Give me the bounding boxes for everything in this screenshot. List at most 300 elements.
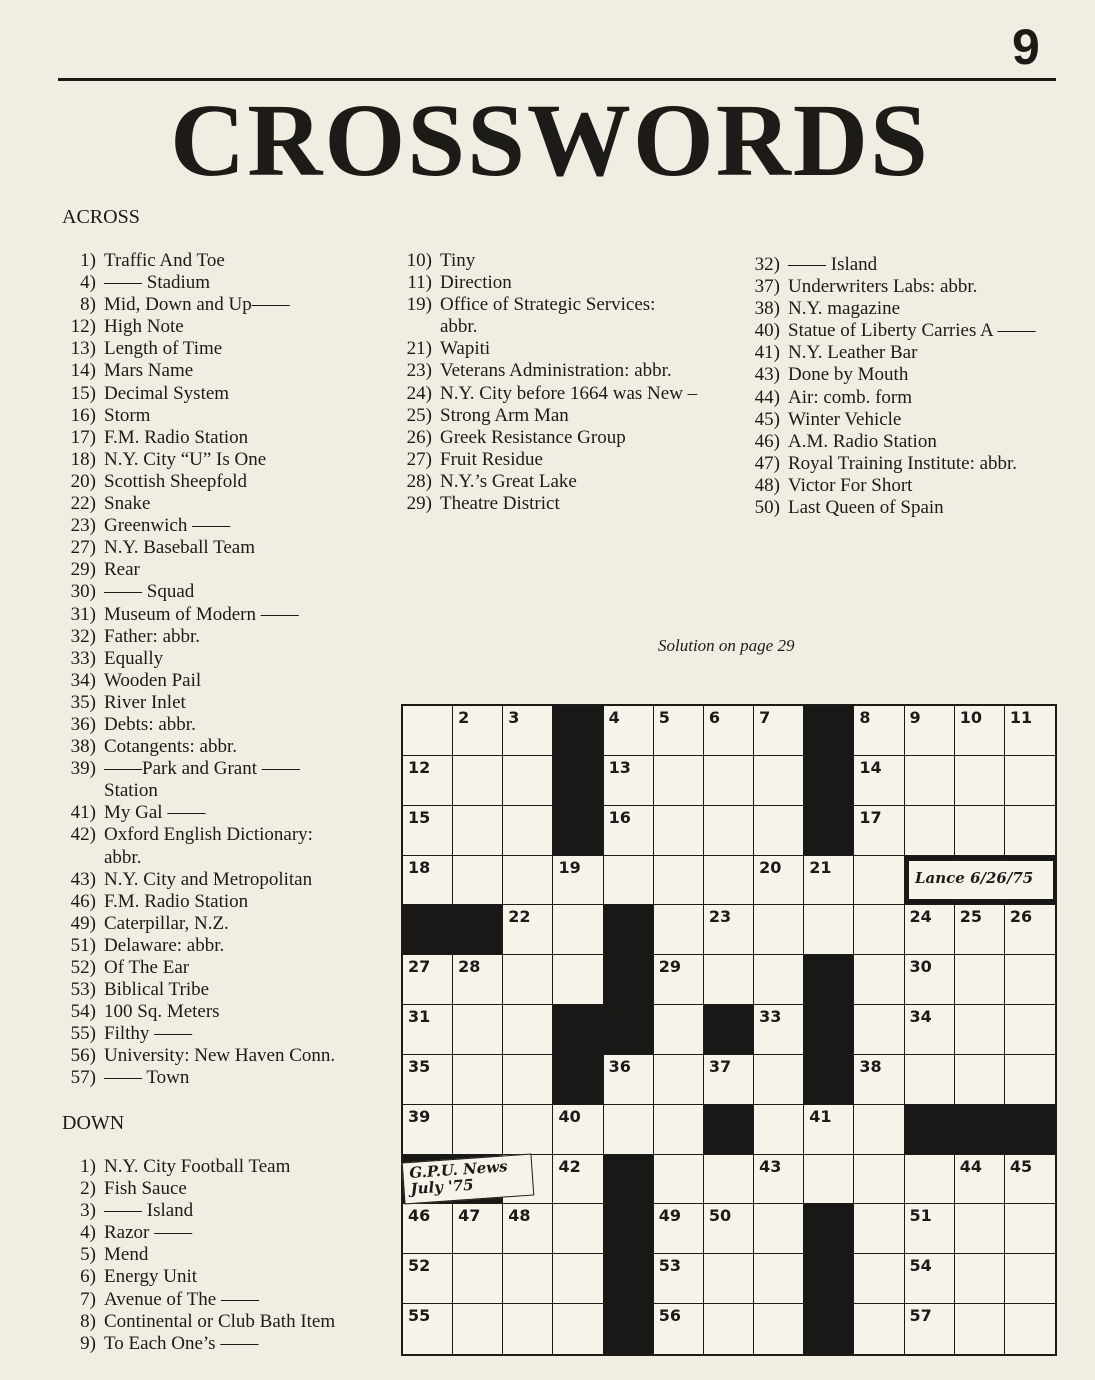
- clue-number: 31): [70, 603, 96, 625]
- clue-text: Done by Mouth: [788, 364, 909, 386]
- cell-number: 33: [759, 1007, 782, 1027]
- grid-cell[interactable]: [1005, 1055, 1055, 1105]
- grid-cell[interactable]: [553, 1304, 603, 1354]
- clue-text: My Gal ——: [104, 802, 206, 824]
- grid-cell[interactable]: [403, 1304, 453, 1354]
- grid-cell[interactable]: [503, 1204, 553, 1254]
- grid-cell[interactable]: [1005, 905, 1055, 955]
- clue-item: [52, 913, 335, 935]
- clue-text: Strong Arm Man: [440, 404, 569, 426]
- grid-cell[interactable]: [403, 1254, 453, 1304]
- grid-cell[interactable]: [503, 806, 553, 856]
- clue-item: [52, 405, 335, 427]
- grid-cell[interactable]: [854, 856, 904, 906]
- grid-cell[interactable]: [854, 1055, 904, 1105]
- grid-black-cell: [553, 1005, 603, 1055]
- clue-item: [52, 1156, 335, 1178]
- cell-number: 57: [909, 1306, 932, 1326]
- grid-cell[interactable]: [604, 756, 654, 806]
- grid-cell[interactable]: [503, 1254, 553, 1304]
- grid-cell[interactable]: [654, 1204, 704, 1254]
- grid-cell[interactable]: [854, 806, 904, 856]
- grid-cell[interactable]: [503, 706, 553, 756]
- clue-item: [52, 758, 335, 780]
- cell-number: 17: [859, 807, 882, 827]
- grid-cell[interactable]: [654, 1005, 704, 1055]
- clue-number: 35): [70, 691, 96, 713]
- cell-number: 39: [408, 1106, 431, 1126]
- grid-cell[interactable]: [854, 1304, 904, 1354]
- grid-cell[interactable]: [604, 706, 654, 756]
- clue-text: N.Y. City and Metropolitan: [104, 868, 313, 890]
- clue-item: [52, 449, 335, 471]
- clue-text: Greek Resistance Group: [440, 426, 626, 448]
- grid-cell[interactable]: [905, 1254, 955, 1304]
- grid-cell[interactable]: [553, 1254, 603, 1304]
- clue-text: A.M. Radio Station: [788, 430, 937, 452]
- cell-number: 36: [608, 1056, 631, 1076]
- clue-number: [52, 847, 104, 869]
- grid-cell[interactable]: [854, 1005, 904, 1055]
- cell-number: 6: [708, 708, 721, 727]
- clue-text: —— Town: [104, 1067, 190, 1089]
- grid-cell[interactable]: [955, 706, 1005, 756]
- clue-item: [52, 824, 335, 846]
- clue-item: [52, 581, 335, 603]
- clue-item: [52, 802, 335, 824]
- grid-cell[interactable]: [854, 1204, 904, 1254]
- clue-text: Statue of Liberty Carries A ——: [788, 320, 1036, 342]
- clue-text: Of The Ear: [104, 957, 190, 978]
- cell-number: 56: [658, 1306, 682, 1326]
- clue-item: [52, 1311, 335, 1333]
- clue-item: [52, 957, 335, 979]
- grid-cell[interactable]: [905, 955, 955, 1005]
- clue-text: Office of Strategic Services:: [440, 294, 656, 316]
- clue-number: 3): [80, 1200, 96, 1222]
- clue-item: [52, 1178, 335, 1200]
- cell-number: 46: [408, 1206, 431, 1226]
- cell-number: 44: [959, 1156, 982, 1176]
- clue-number: 1): [80, 250, 96, 271]
- grid-cell[interactable]: [754, 1304, 804, 1354]
- grid-cell[interactable]: [955, 955, 1005, 1005]
- clue-item: [388, 405, 697, 427]
- grid-cell[interactable]: [503, 1005, 553, 1055]
- grid-black-cell: [704, 1005, 754, 1055]
- clue-item: [736, 320, 1035, 342]
- clue-item: [52, 1244, 335, 1266]
- grid-cell[interactable]: [1005, 1155, 1055, 1205]
- grid-cell[interactable]: [955, 1304, 1005, 1354]
- clue-text: Filthy ——: [104, 1023, 193, 1045]
- clue-item: [388, 294, 697, 316]
- grid-cell[interactable]: [654, 1254, 704, 1304]
- clue-text: Delaware: abbr.: [104, 934, 225, 956]
- grid-cell[interactable]: [854, 1105, 904, 1155]
- grid-black-cell: [604, 1155, 654, 1205]
- clue-text: Fish Sauce: [104, 1178, 187, 1200]
- clue-text: Debts: abbr.: [104, 713, 196, 735]
- clue-text: Oxford English Dictionary:: [104, 824, 313, 846]
- grid-black-cell: [804, 1304, 854, 1354]
- clue-item: [736, 453, 1035, 475]
- grid-cell[interactable]: [854, 756, 904, 806]
- grid-cell[interactable]: [1005, 1204, 1055, 1254]
- grid-cell[interactable]: [654, 806, 704, 856]
- grid-cell[interactable]: [704, 856, 754, 906]
- grid-cell[interactable]: [754, 1105, 804, 1155]
- grid-cell[interactable]: [503, 955, 553, 1005]
- clue-text: Museum of Modern ——: [104, 603, 299, 625]
- clue-text: Direction: [440, 272, 512, 294]
- clue-item: [388, 272, 697, 294]
- cell-number: 45: [1009, 1156, 1033, 1176]
- grid-cell[interactable]: [503, 905, 553, 955]
- clue-number: 8): [80, 1310, 96, 1332]
- cell-number: 19: [558, 857, 581, 877]
- grid-black-cell: [804, 955, 854, 1005]
- source-stamp-line1: G.P.U. News: [408, 1157, 509, 1183]
- clue-item: [52, 537, 335, 559]
- clue-number: 24): [406, 382, 432, 404]
- clue-text: N.Y. City “U” Is One: [104, 448, 267, 470]
- grid-cell[interactable]: [804, 1155, 854, 1205]
- clue-item: [52, 736, 335, 758]
- clue-text: ——Park and Grant ——: [104, 758, 300, 780]
- grid-cell[interactable]: [704, 1204, 754, 1254]
- crossword-grid: [401, 704, 1057, 1356]
- clue-number: 9): [80, 1332, 96, 1354]
- clue-item: [52, 1333, 335, 1355]
- cell-number: 14: [859, 757, 882, 777]
- clue-number: 21): [406, 338, 432, 360]
- clue-number: 52): [70, 957, 96, 978]
- grid-cell[interactable]: [754, 756, 804, 806]
- grid-cell[interactable]: [804, 856, 854, 906]
- clue-text: F.M. Radio Station: [104, 426, 249, 448]
- grid-cell[interactable]: [754, 1254, 804, 1304]
- clue-item: [52, 670, 335, 692]
- grid-cell[interactable]: [403, 806, 453, 856]
- cell-number: 52: [408, 1256, 431, 1276]
- grid-cell[interactable]: [654, 1304, 704, 1354]
- source-stamp-line2: July '75: [409, 1175, 475, 1198]
- grid-cell[interactable]: [854, 706, 904, 756]
- clue-item: [736, 431, 1035, 453]
- grid-cell[interactable]: [704, 905, 754, 955]
- clue-item: [52, 604, 335, 626]
- clue-item: [388, 471, 697, 493]
- grid-cell[interactable]: [955, 1204, 1005, 1254]
- header-rule: [58, 78, 1056, 81]
- grid-cell[interactable]: [754, 806, 804, 856]
- grid-cell[interactable]: [754, 1155, 804, 1205]
- clue-text: Wapiti: [440, 338, 491, 360]
- down-clues-col1: [52, 1156, 335, 1355]
- clue-text: Scottish Sheepfold: [104, 470, 248, 492]
- across-clues-col3: [736, 254, 1035, 519]
- grid-cell[interactable]: [955, 1254, 1005, 1304]
- cell-number: 29: [658, 957, 682, 977]
- grid-black-cell: [1005, 1105, 1055, 1155]
- grid-cell[interactable]: [453, 806, 503, 856]
- cell-number: 12: [408, 757, 431, 777]
- cell-number: 24: [909, 907, 932, 927]
- grid-cell[interactable]: [1005, 1304, 1055, 1354]
- clue-text: Wooden Pail: [104, 669, 202, 691]
- grid-cell[interactable]: [553, 1204, 603, 1254]
- grid-black-cell: [804, 756, 854, 806]
- clue-text: N.Y. City Football Team: [104, 1156, 291, 1177]
- clue-item: [52, 338, 335, 360]
- grid-cell[interactable]: [654, 706, 704, 756]
- grid-cell[interactable]: [654, 1155, 704, 1205]
- grid-cell[interactable]: [905, 756, 955, 806]
- clue-number: 37): [754, 276, 780, 298]
- cell-number: 13: [608, 757, 631, 777]
- grid-cell[interactable]: [453, 1055, 503, 1105]
- grid-cell[interactable]: [1005, 1254, 1055, 1304]
- grid-cell[interactable]: [453, 1304, 503, 1354]
- clue-number: 40): [754, 320, 780, 342]
- clue-item: [52, 515, 335, 537]
- cell-number: 49: [658, 1206, 682, 1226]
- clue-text: Fruit Residue: [440, 448, 543, 470]
- grid-cell[interactable]: [553, 1155, 603, 1205]
- grid-cell[interactable]: [955, 1055, 1005, 1105]
- clue-number: 14): [70, 360, 96, 382]
- grid-cell[interactable]: [905, 1055, 955, 1105]
- grid-cell[interactable]: [453, 756, 503, 806]
- cell-number: 18: [408, 857, 431, 877]
- grid-cell[interactable]: [704, 1155, 754, 1205]
- clue-item: [52, 780, 335, 802]
- cell-number: 21: [809, 857, 832, 877]
- clue-item: [52, 714, 335, 736]
- cell-number: 38: [859, 1056, 882, 1076]
- clue-number: 4): [80, 1222, 96, 1244]
- clue-number: 47): [754, 452, 780, 474]
- clue-number: 48): [754, 474, 780, 496]
- grid-cell[interactable]: [654, 1105, 704, 1155]
- grid-cell[interactable]: [955, 1155, 1005, 1205]
- clue-number: 25): [406, 404, 432, 426]
- cell-number: 4: [608, 708, 620, 727]
- grid-cell[interactable]: [453, 1005, 503, 1055]
- grid-cell[interactable]: [704, 1254, 754, 1304]
- grid-cell[interactable]: [654, 756, 704, 806]
- clue-item: [52, 1001, 335, 1023]
- clue-item: [52, 1289, 335, 1311]
- grid-cell[interactable]: [604, 1105, 654, 1155]
- grid-cell[interactable]: [403, 955, 453, 1005]
- clue-item: [52, 383, 335, 405]
- grid-cell[interactable]: [453, 1204, 503, 1254]
- cell-number: 55: [408, 1306, 431, 1326]
- grid-black-cell: [804, 706, 854, 756]
- clue-text: Storm: [104, 404, 151, 426]
- grid-cell[interactable]: [553, 856, 603, 906]
- down-heading: DOWN: [62, 1112, 125, 1134]
- clue-number: 39): [70, 758, 96, 780]
- grid-cell[interactable]: [704, 1304, 754, 1354]
- clue-item: [52, 1200, 335, 1222]
- cell-number: 25: [959, 907, 982, 927]
- grid-cell[interactable]: [403, 1204, 453, 1254]
- grid-cell[interactable]: [754, 1055, 804, 1105]
- page-number: 9: [1012, 19, 1040, 75]
- clue-number: 49): [70, 912, 96, 934]
- grid-cell[interactable]: [654, 905, 704, 955]
- clue-number: 1): [80, 1156, 96, 1177]
- grid-black-cell: [604, 1254, 654, 1304]
- clue-item: [388, 383, 697, 405]
- grid-cell[interactable]: [503, 1304, 553, 1354]
- grid-cell[interactable]: [854, 955, 904, 1005]
- clue-number: 12): [70, 316, 96, 338]
- grid-cell[interactable]: [403, 706, 453, 756]
- grid-cell[interactable]: [453, 1105, 503, 1155]
- grid-cell[interactable]: [654, 1055, 704, 1105]
- grid-black-cell: [403, 905, 453, 955]
- grid-cell[interactable]: [955, 905, 1005, 955]
- grid-cell[interactable]: [654, 856, 704, 906]
- grid-black-cell: [905, 1105, 955, 1155]
- grid-cell[interactable]: [604, 856, 654, 906]
- clue-number: 10): [406, 250, 432, 271]
- grid-cell[interactable]: [553, 955, 603, 1005]
- grid-cell[interactable]: [403, 1055, 453, 1105]
- grid-cell[interactable]: [403, 1005, 453, 1055]
- grid-cell[interactable]: [704, 955, 754, 1005]
- clue-item: [52, 648, 335, 670]
- clue-number: 4): [80, 272, 96, 294]
- grid-cell[interactable]: [453, 1254, 503, 1304]
- grid-cell[interactable]: [905, 1204, 955, 1254]
- clue-number: 38): [70, 736, 96, 758]
- grid-cell[interactable]: [403, 856, 453, 906]
- clue-number: 32): [754, 254, 780, 275]
- cell-number: 30: [909, 957, 932, 977]
- date-stamp: [908, 860, 1054, 900]
- clue-number: 30): [70, 581, 96, 603]
- grid-cell[interactable]: [905, 706, 955, 756]
- grid-cell[interactable]: [754, 905, 804, 955]
- grid-cell[interactable]: [503, 756, 553, 806]
- grid-cell[interactable]: [503, 856, 553, 906]
- clue-text: —— Island: [788, 254, 878, 275]
- grid-cell[interactable]: [804, 905, 854, 955]
- clue-item: [388, 250, 697, 272]
- clue-number: 44): [754, 386, 780, 408]
- grid-cell[interactable]: [704, 706, 754, 756]
- grid-cell[interactable]: [955, 806, 1005, 856]
- grid-black-cell: [604, 1204, 654, 1254]
- clue-item: [388, 427, 697, 449]
- clue-text: Last Queen of Spain: [788, 497, 944, 519]
- clue-number: 13): [70, 338, 96, 360]
- grid-cell[interactable]: [604, 1055, 654, 1105]
- clue-item: [52, 316, 335, 338]
- grid-cell[interactable]: [955, 756, 1005, 806]
- cell-number: 26: [1009, 907, 1033, 927]
- clue-item: [52, 935, 335, 957]
- clue-text: Continental or Club Bath Item: [104, 1310, 336, 1332]
- cell-number: 22: [508, 907, 531, 927]
- grid-cell[interactable]: [1005, 706, 1055, 756]
- grid-cell[interactable]: [905, 806, 955, 856]
- grid-cell[interactable]: [754, 955, 804, 1005]
- clue-text: N.Y. Leather Bar: [788, 342, 918, 364]
- clue-number: 41): [70, 802, 96, 824]
- grid-cell[interactable]: [905, 905, 955, 955]
- grid-black-cell: [804, 1055, 854, 1105]
- grid-cell[interactable]: [654, 955, 704, 1005]
- grid-cell[interactable]: [503, 1105, 553, 1155]
- grid-cell[interactable]: [453, 955, 503, 1005]
- clue-number: 29): [406, 493, 432, 515]
- grid-cell[interactable]: [553, 1105, 603, 1155]
- grid-cell[interactable]: [1005, 756, 1055, 806]
- grid-cell[interactable]: [905, 1005, 955, 1055]
- clue-item: [388, 449, 697, 471]
- grid-cell[interactable]: [704, 756, 754, 806]
- grid-cell[interactable]: [503, 1055, 553, 1105]
- grid-cell[interactable]: [804, 1105, 854, 1155]
- clue-number: 56): [70, 1045, 96, 1067]
- grid-cell[interactable]: [1005, 806, 1055, 856]
- grid-cell[interactable]: [453, 706, 503, 756]
- clue-text: N.Y.’s Great Lake: [440, 470, 577, 492]
- across-heading: ACROSS: [62, 206, 140, 228]
- clue-number: 8): [80, 294, 96, 316]
- grid-cell[interactable]: [854, 905, 904, 955]
- clue-text: Decimal System: [104, 382, 230, 404]
- grid-cell[interactable]: [754, 1204, 804, 1254]
- clue-text: Air: comb. form: [788, 386, 913, 408]
- clue-number: 19): [406, 294, 432, 316]
- grid-cell[interactable]: [1005, 955, 1055, 1005]
- cell-number: 20: [759, 857, 782, 877]
- cell-number: 53: [658, 1256, 682, 1276]
- grid-cell[interactable]: [854, 1254, 904, 1304]
- grid-black-cell: [804, 1204, 854, 1254]
- clue-item: [52, 626, 335, 648]
- grid-cell[interactable]: [754, 1005, 804, 1055]
- cell-number: 35: [408, 1056, 431, 1076]
- grid-cell[interactable]: [754, 706, 804, 756]
- clue-text: Razor ——: [104, 1222, 193, 1244]
- clue-item: [52, 1222, 335, 1244]
- cell-number: 28: [458, 957, 481, 977]
- grid-cell[interactable]: [553, 905, 603, 955]
- grid-cell[interactable]: [854, 1155, 904, 1205]
- grid-cell[interactable]: [1005, 1005, 1055, 1055]
- grid-cell[interactable]: [704, 1055, 754, 1105]
- grid-cell[interactable]: [403, 1105, 453, 1155]
- clue-text: Traffic And Toe: [104, 250, 225, 271]
- clue-number: 41): [754, 342, 780, 364]
- grid-cell[interactable]: [604, 806, 654, 856]
- grid-cell[interactable]: [754, 856, 804, 906]
- grid-cell[interactable]: [704, 806, 754, 856]
- grid-cell[interactable]: [905, 1304, 955, 1354]
- grid-cell[interactable]: [453, 856, 503, 906]
- grid-cell[interactable]: [905, 1155, 955, 1205]
- grid-cell[interactable]: [403, 756, 453, 806]
- grid-cell[interactable]: [955, 1005, 1005, 1055]
